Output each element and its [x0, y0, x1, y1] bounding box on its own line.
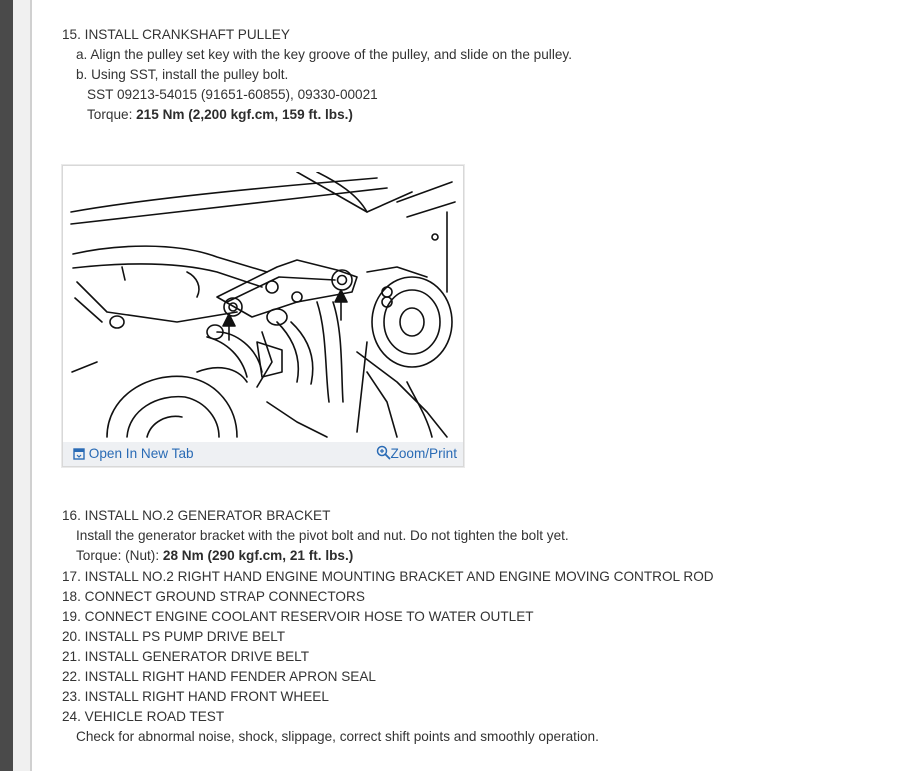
step-24-title: 24. VEHICLE ROAD TEST	[62, 709, 225, 724]
open-in-new-tab-label: Open In New Tab	[88, 446, 194, 461]
torque-label: Torque: (Nut):	[76, 548, 163, 563]
step-21: 21. INSTALL GENERATOR DRIVE BELT	[62, 649, 310, 664]
step-24-text: Check for abnormal noise, shock, slippage, correct shift points and smoothly operation.	[76, 729, 599, 744]
step-16-title: 16. INSTALL NO.2 GENERATOR BRACKET	[62, 508, 331, 523]
zoom-icon	[376, 445, 391, 460]
open-in-new-tab-button[interactable]	[73, 445, 194, 463]
step-18: 18. CONNECT GROUND STRAP CONNECTORS	[62, 589, 365, 604]
step-15-b: b. Using SST, install the pulley bolt.	[76, 67, 289, 82]
figure-toolbar	[63, 442, 463, 466]
step-16-text: Install the generator bracket with the pivot bolt and nut. Do not tighten the bolt yet.	[76, 528, 569, 543]
torque-value: 215 Nm (2,200 kgf.cm, 159 ft. lbs.)	[136, 107, 353, 122]
torque-value: 28 Nm (290 kgf.cm, 21 ft. lbs.)	[162, 548, 354, 563]
step-23: 23. INSTALL RIGHT HAND FRONT WHEEL	[62, 689, 329, 704]
step-19: 19. CONNECT ENGINE COOLANT RESERVOIR HOSE TO WATER OUTLET	[62, 609, 534, 624]
open-tab-icon	[73, 448, 85, 460]
left-window-border	[0, 0, 13, 771]
zoom-print-label: Zoom/Print	[390, 446, 457, 461]
generator-bracket-illustration	[67, 172, 459, 442]
torque-label: Torque:	[87, 107, 137, 122]
step-15-torque	[87, 105, 353, 125]
zoom-print-button[interactable]	[376, 445, 457, 463]
step-20: 20. INSTALL PS PUMP DRIVE BELT	[62, 629, 286, 644]
step-17: 17. INSTALL NO.2 RIGHT HAND ENGINE MOUNTING BRACKET AND ENGINE MOVING CONTROL ROD	[62, 569, 714, 584]
step-16-torque	[76, 546, 353, 566]
step-22: 22. INSTALL RIGHT HAND FENDER APRON SEAL	[62, 669, 376, 684]
step-15-a: a. Align the pulley set key with the key groove of the pulley, and slide on the pulley.	[76, 47, 572, 62]
page-edge	[30, 0, 32, 771]
illustration-figure	[62, 165, 464, 467]
left-margin	[13, 0, 30, 771]
step-15-sst: SST 09213-54015 (91651-60855), 09330-00021	[87, 87, 378, 102]
step-15-title: 15. INSTALL CRANKSHAFT PULLEY	[62, 27, 290, 42]
